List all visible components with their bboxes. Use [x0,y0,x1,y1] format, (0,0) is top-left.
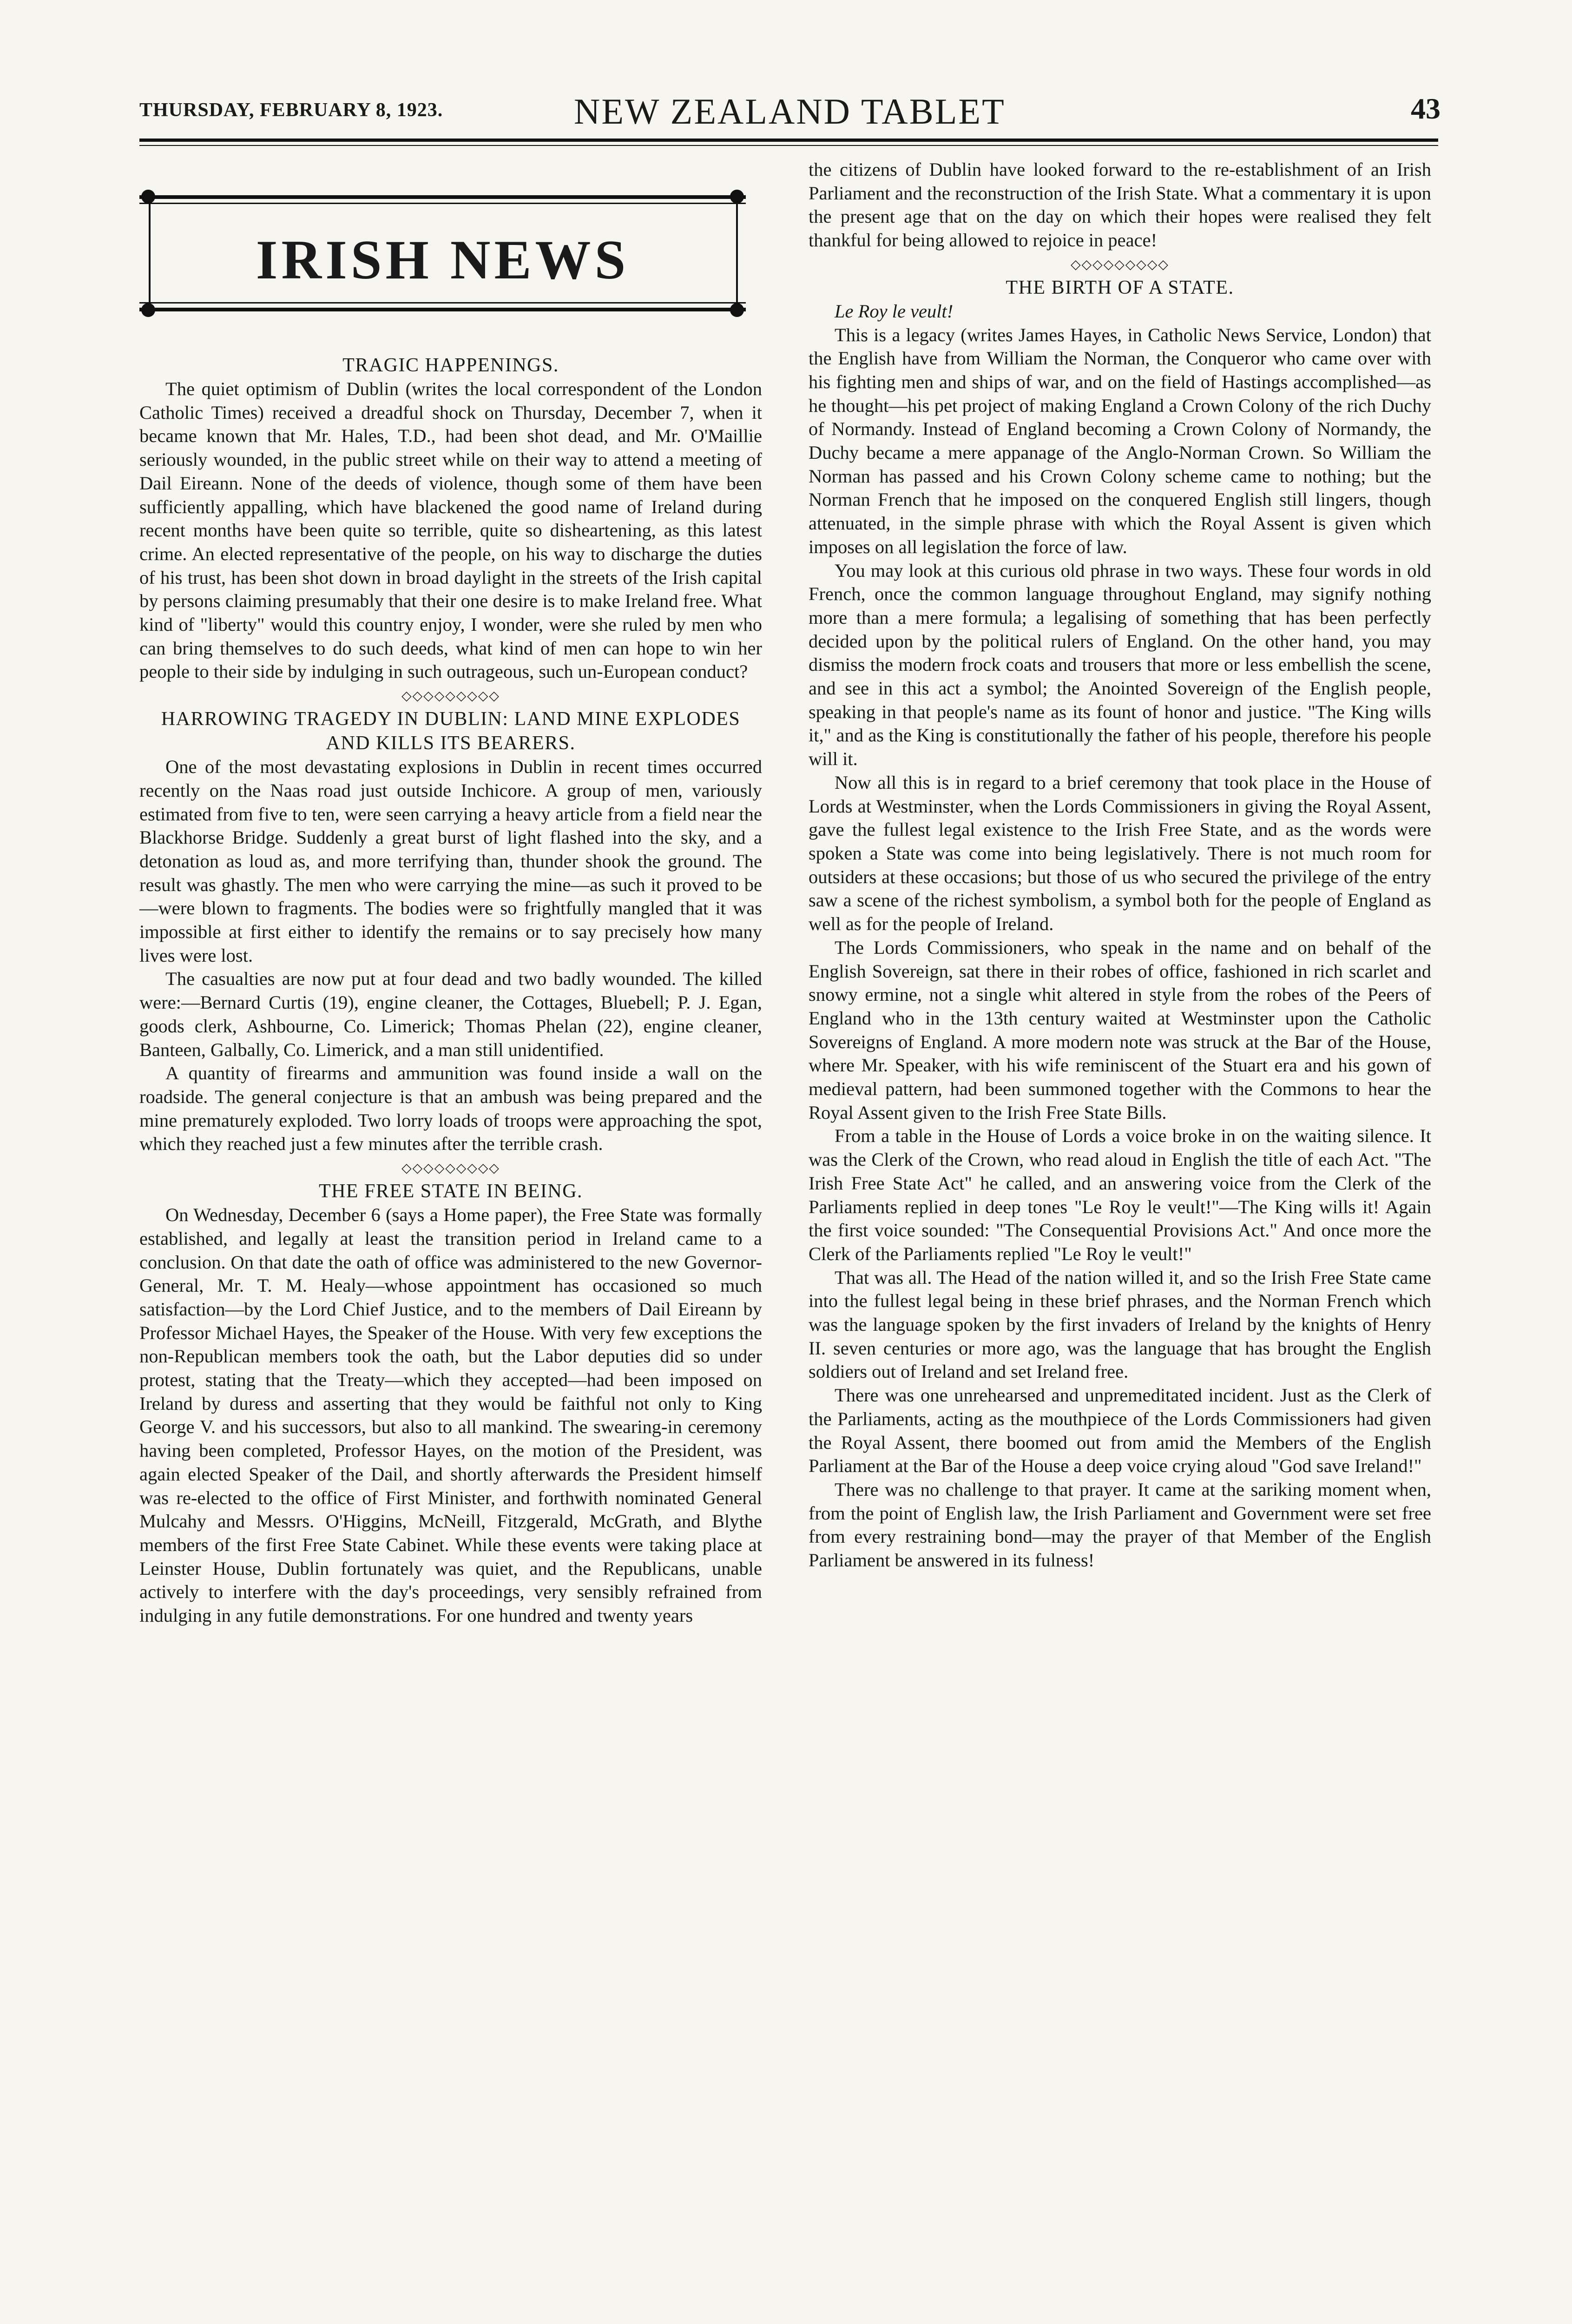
corner-ornament-icon [730,303,744,317]
article-paragraph: The casualties are now put at four dead and two badly wounded. The killed were:—Bernard Curtis (19), engine cleaner, the Cottages, Bluebell; P. J. Egan, goods clerk, Ashbourne, Co. Limerick; Thomas Phelan (22), engine cleaner, Banteen, Galbally, Co. Limerick, and a man still unidentified. [139,968,762,1060]
banner-title: IRISH NEWS [256,229,630,290]
header-rule-thin [139,145,1438,146]
article-paragraph: There was one unrehearsed and unpremeditated incident. Just as the Clerk of the Parliaments, acting as the mouthpiece of the Lords Commissioners had given the Royal Assent, there boomed out from amid the Members of the English Parliament at the Bar of the House a deep voice crying aloud "God save Ireland!" [809,1385,1431,1477]
page-header [139,91,1440,132]
article-paragraph: From a table in the House of Lords a voice broke in on the waiting silence. It was the Clerk of the Crown, who read aloud in English the title of each Act. "The Irish Free State Act" he called, and an answering voice from the Clerk of the Parliaments replied in deep tones "Le Roy le veult!"—The King wills it! Again the first voice sounded: "The Consequential Provisions Act." And once more the Clerk of the Parliaments replied "Le Roy le veult!" [809,1125,1431,1264]
article-paragraph: This is a legacy (writes James Hayes, in Catholic News Service, London) that the English have from William the Norman, the Conqueror who came over with his fighting men and ships of war, and on the field of Hastings accomplished—as he thought—his pet project of making England a Crown Colony of the rich Duchy of Normandy. Instead of England becoming a Crown Colony of Normandy, the Duchy became a mere appanage of the Anglo-Norman Crown. So William the Norman has passed and his Crown Colony scheme came to nothing; but the Norman French that he imposed on the conquered English still lingers, though attenuated, in the simple phrase with which the Royal Assent is given which imposes on all legislation the force of law. [809,324,1431,557]
corner-ornament-icon [141,190,155,204]
article-paragraph: There was no challenge to that prayer. It came at the sariking moment when, from the point of English law, the Irish Parliament and Government were set free from every restraining bond—may the prayer of that Member of the English Parliament be answered in its fulness! [809,1479,1431,1571]
article-paragraph: A quantity of firearms and ammunition was found inside a wall on the roadside. The general conjecture is that an ambush was being prepared and the mine prematurely exploded. Two lorry loads of troops were approaching the spot, which they reached just a few minutes after the terrible crash. [139,1063,762,1155]
divider-ornament: ◇◇◇◇◇◇◇◇◇ [401,1161,500,1176]
section-heading-harrowing-tragedy: HARROWING TRAGEDY IN DUBLIN: LAND MINE EXPLODES AND KILLS ITS BEARERS. [161,708,741,754]
corner-ornament-icon [141,303,155,317]
section-heading-birth-of-state: THE BIRTH OF A STATE. [1006,277,1234,298]
header-rule [139,139,1438,142]
irish-news-banner [139,177,746,335]
article-paragraph: That was all. The Head of the nation willed it, and so the Irish Free State came into the fullest legal being in these brief phrases, and the Norman French which was the language spoken by the first invaders of Ireland by the knights of Henry II. seven centuries or more ago, was the language that has brought the English soldiers out of Ireland and set Ireland free. [809,1267,1431,1382]
section-heading-free-state: THE FREE STATE IN BEING. [318,1181,583,1202]
left-column [139,353,762,1628]
article-paragraph: One of the most devastating explosions in Dublin in recent times occurred recently on the Naas road just outside Inchicore. A group of men, variously estimated from five to ten, were seen carrying a heavy article from a field near the Blackhorse Bridge. Suddenly a great burst of light flashed into the sky, and a detonation as loud as, and more terrifying than, thunder shook the ground. The result was ghastly. The men who were carrying the mine—as such it proved to be—were blown to fragments. The bodies were so frightfully mangled that it was impossible at first either to identify the remains or to say precisely how many lives were lost. [139,756,762,966]
section-heading-tragic-happenings: TRAGIC HAPPENINGS. [342,355,559,376]
divider-ornament: ◇◇◇◇◇◇◇◇◇ [1071,257,1169,272]
article-paragraph: The quiet optimism of Dublin (writes the local correspondent of the London Catholic Times) received a dreadful shock on Thursday, December 7, when it became known that Mr. Hales, T.D., had been shot dead, and Mr. O'Maillie seriously wounded, in the public street while on their way to attend a meeting of Dail Eireann. None of the deeds of violence, though some of them have been sufficiently appalling, which have blackened the good name of Ireland during recent months have been quite so terrible, quite so disheartening, as this latest crime. An elected representative of the people, on his way to discharge the duties of his trust, has been shot down in broad daylight in the streets of the Irish capital by persons claiming presumably that their one desire is to make Ireland free. What kind of "liberty" would this country enjoy, I wonder, were she ruled by men who can bring themselves to do such deeds, what kind of men can hope to win her people to their side by indulging in such outrageous, such un-European conduct? [139,378,762,682]
article-paragraph: You may look at this curious old phrase in two ways. These four words in old French, once the common language throughout England, may signify nothing more than a mere formula; a legalising of something that has been perfectly decided upon by the political rulers of England. On the other hand, you may dismiss the modern frock coats and trousers that more or less embellish the scene, and see in this act a symbol; the Anointed Sovereign of the English people, speaking in that people's name as its fount of honor and justice. "The King wills it," and as the King is constitutionally the father of his people, therefore his people will it. [809,560,1431,770]
page-number: 43 [1411,92,1440,125]
right-column [809,158,1431,1572]
article-motto: Le Roy le veult! [835,300,954,322]
article-paragraph: On Wednesday, December 6 (says a Home paper), the Free State was formally established, and legally at least the transition period in Ireland came to a conclusion. On that date the oath of office was administered to the new Governor-General, Mr. T. M. Healy—whose appointment has occasioned so much satisfaction—by the Lord Chief Justice, and to the members of Dail Eireann by Professor Michael Hayes, the Speaker of the House. With very few exceptions the non-Republican members took the oath, but the Labor deputies did so under protest, stating that the Treaty—which they accepted—had been imposed on Ireland by duress and asserting that they would be faithful not only to King George V. and his successors, but also to all mankind. The swearing-in ceremony having been completed, Professor Hayes, on the motion of the President, was again elected Speaker of the Dail, and shortly afterwards the President himself was re-elected to the office of First Minister, and forthwith nominated General Mulcahy and Messrs. O'Higgins, McNeill, Fitzgerald, McGrath, and Blythe members of the first Free State Cabinet. While these events were taking place at Leinster House, Dublin fortunately was quiet, and the Republicans, unable actively to interfere with the day's proceedings, very sensibly refrained from indulging in any futile demonstrations. For one hundred and twenty years [139,1204,762,1626]
masthead-title: NEW ZEALAND TABLET [574,91,1006,132]
article-paragraph: Now all this is in regard to a brief ceremony that took place in the House of Lords at Westminster, when the Lords Commissioners in giving the Royal Assent, gave the fullest legal existence to the Irish Free State, and as the words were spoken a State was come into being legislatively. There is not much room for outsiders at these occasions; but those of us who secured the privilege of the entry saw a scene of the richest symbolism, a symbol both for the people of England as well as for the people of Ireland. [809,772,1431,935]
article-paragraph: the citizens of Dublin have looked forward to the re-establishment of an Irish Parliament and the reconstruction of the Irish State. What a commentary it is upon the present age that on the day on which their hopes were realised they felt thankful for being allowed to rejoice in peace! [809,159,1431,251]
issue-date: THURSDAY, FEBRUARY 8, 1923. [139,99,443,121]
divider-ornament: ◇◇◇◇◇◇◇◇◇ [401,689,500,704]
corner-ornament-icon [730,190,744,204]
article-paragraph: The Lords Commissioners, who speak in the name and on behalf of the English Sovereign, sat there in their robes of office, fashioned in rich scarlet and snowy ermine, not a single whit altered in style from the robes of the Peers of England who in the 13th century waited at Westminster upon the Catholic Sovereigns of England. A more modern note was struck at the Bar of the House, where Mr. Speaker, with his wife reminiscent of the Stuart era and his gown of medieval pattern, had been summoned together with the Commons to hear the Royal Assent given to the Irish Free State Bills. [809,937,1431,1123]
